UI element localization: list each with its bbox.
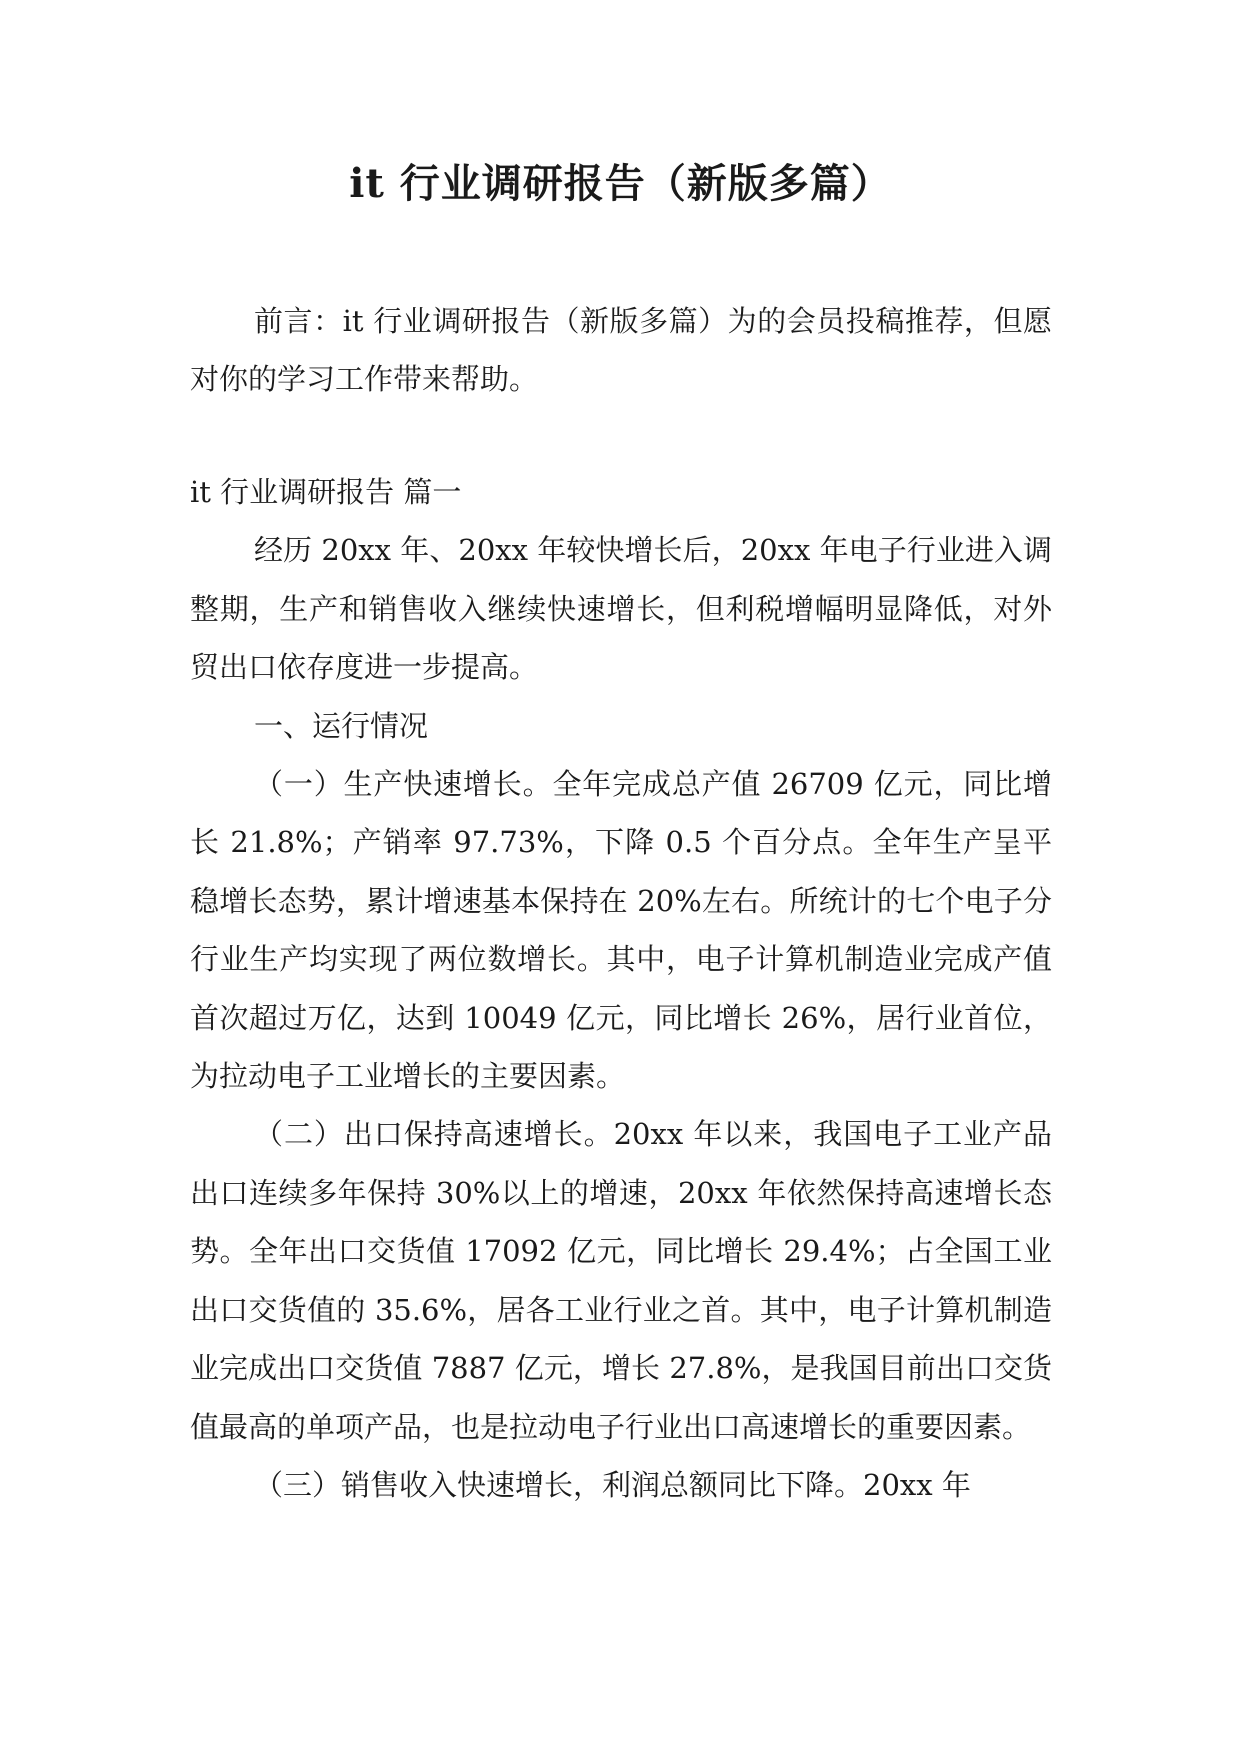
section-title: it 行业调研报告 篇一 [190, 475, 462, 509]
body-paragraph-sales: （三）销售收入快速增长，利润总额同比下降。20xx 年 [254, 1467, 971, 1502]
document-body [190, 463, 1052, 1514]
body-paragraph-export: （二）出口保持高速增长。20xx 年以来，我国电子工业产品出口连续多年保持 30%以上的增速，20xx 年依然保持高速增长态势。全年出口交货值 17092 亿元，同比增长 29.4%；占全国工业出口交货值的 35.6%，居各工业行业之首。其中，电子计算机制造业完成出口交货值 7887 亿元，增长 27.8%，是我国目前出口交货值最高的单项产品，也是拉动电子行业出口高速增长的重要因素。 [190, 1117, 1052, 1444]
body-paragraph-1: 经历 20xx 年、20xx 年较快增长后，20xx 年电子行业进入调整期，生产和销售收入继续快速增长，但利税增幅明显降低，对外贸出口依存度进一步提高。 [190, 533, 1052, 685]
document-title: it 行业调研报告（新版多篇） [349, 160, 892, 207]
section-heading-operation: 一、运行情况 [254, 708, 429, 743]
body-paragraph-production: （一）生产快速增长。全年完成总产值 26709 亿元，同比增长 21.8%；产销率 97.73%，下降 0.5 个百分点。全年生产呈平稳增长态势，累计增速基本保持在 20%左右。所统计的七个电子分行业生产均实现了两位数增长。其中，电子计算机制造业完成产值首次超过万亿，达到 10049 亿元，同比增长 26%，居行业首位，为拉动电子工业增长的主要因素。 [190, 767, 1052, 1094]
preface-paragraph: 前言：it 行业调研报告（新版多篇）为的会员投稿推荐，但愿对你的学习工作带来帮助。 [190, 304, 1052, 397]
